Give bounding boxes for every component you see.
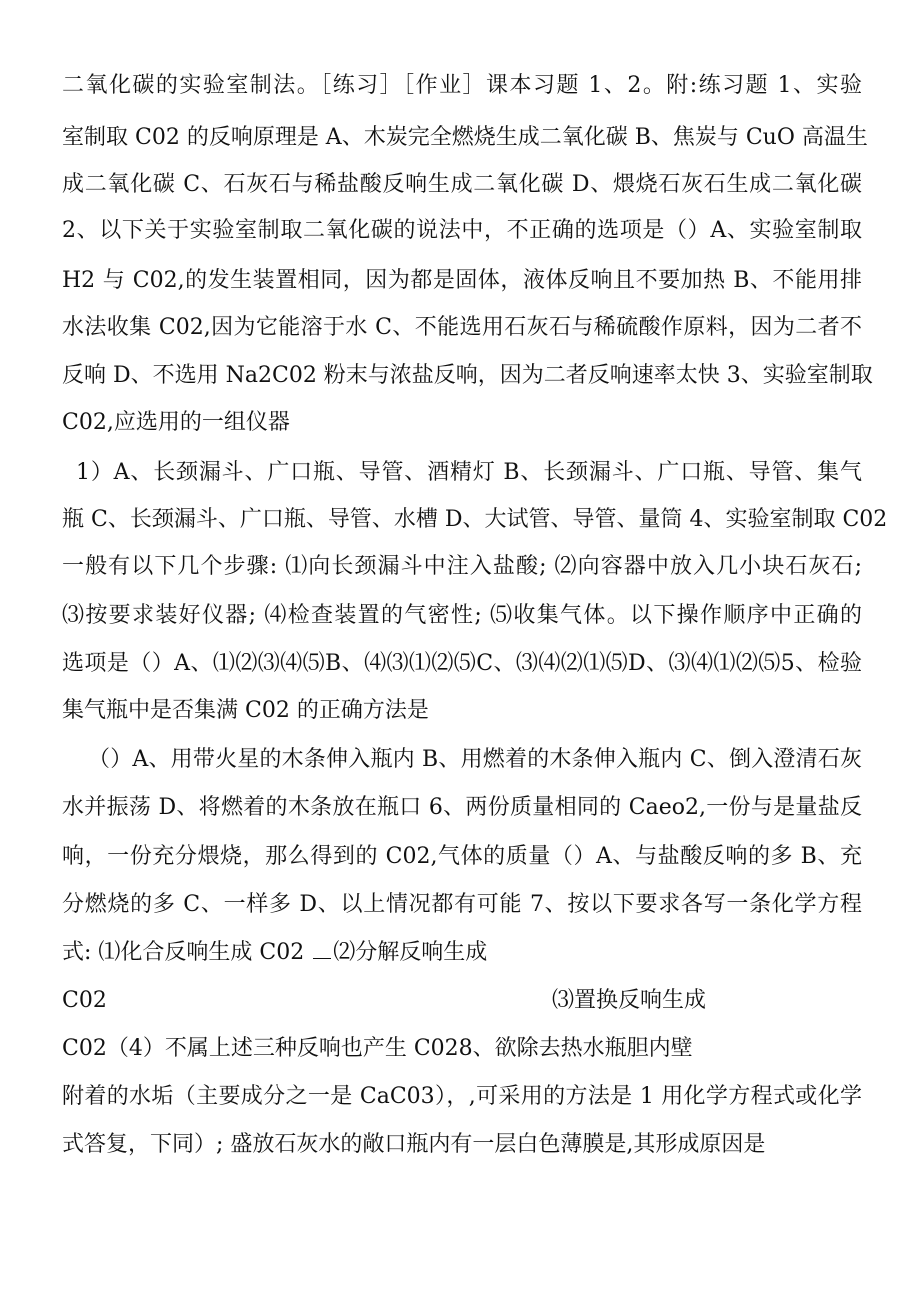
text-line-20-left: C02 xyxy=(62,988,107,1013)
text-line-22: 附着的水垢（主要成分之一是 CaC03），,可采用的方法是 1 用化学方程式或化学 xyxy=(62,1084,862,1109)
text-line-8: C02,应选用的一组仪器 xyxy=(62,410,290,435)
text-line-23: 式答复，下同）; 盛放石灰水的敞口瓶内有一层白色薄膜是,其形成原因是 xyxy=(62,1132,766,1157)
text-line-1: 二氧化碳的实验室制法。［练习］［作业］课本习题 1、2。附:练习题 1、实验 xyxy=(62,73,862,98)
text-line-15: （）A、用带火星的木条伸入瓶内 B、用燃着的木条伸入瓶内 C、倒入澄清石灰 xyxy=(88,747,862,772)
text-line-6: 水法收集 C02,因为它能溶于水 C、不能选用石灰石与稀硫酸作原料，因为二者不 xyxy=(62,315,862,340)
text-line-4: 2、以下关于实验室制取二氧化碳的说法中，不正确的选项是（）A、实验室制取 xyxy=(62,218,862,243)
line-19-suffix: ⑵分解反响生成 xyxy=(333,940,488,965)
text-line-18: 分燃烧的多 C、一样多 D、以上情况都有可能 7、按以下要求各写一条化学方程 xyxy=(62,892,862,917)
text-line-21: C02（4）不属上述三种反响也产生 C028、欲除去热水瓶胆内壁 xyxy=(62,1036,693,1061)
text-line-17: 响，一份充分煨烧，那么得到的 C02,气体的质量（）A、与盐酸反响的多 B、充 xyxy=(62,844,862,869)
text-line-9: 1）A、长颈漏斗、广口瓶、导管、酒精灯 B、长颈漏斗、广口瓶、导管、集气 xyxy=(76,460,862,485)
text-line-20-right: ⑶置换反响生成 xyxy=(552,988,707,1013)
text-line-5: H2 与 C02,的发生装置相同，因为都是固体，液体反响且不要加热 B、不能用排 xyxy=(62,268,862,293)
text-line-7: 反响 D、不选用 Na2C02 粉末与浓盐反响，因为二者反响速率太快 3、实验室制取 xyxy=(62,363,873,388)
text-line-2: 室制取 C02 的反响原理是 A、木炭完全燃烧生成二氧化碳 B、焦炭与 CuO 高温生 xyxy=(62,125,868,150)
text-line-14: 集气瓶中是否集满 C02 的正确方法是 xyxy=(62,698,429,723)
text-line-3: 成二氧化碳 C、石灰石与稀盐酸反响生成二氧化碳 D、煨烧石灰石生成二氧化碳 xyxy=(62,172,862,197)
text-line-10: 瓶 C、长颈漏斗、广口瓶、导管、水槽 D、大试管、导管、量筒 4、实验室制取 C02 xyxy=(62,507,888,532)
answer-blank xyxy=(313,940,331,959)
text-line-11: 一般有以下几个步骤: ⑴向长颈漏斗中注入盐酸; ⑵向容器中放入几小块石灰石; xyxy=(62,554,862,579)
line-19-prefix: 式: ⑴化合反响生成 C02 xyxy=(62,940,312,965)
text-line-16: 水并振荡 D、将燃着的木条放在瓶口 6、两份质量相同的 Caeo2,一份与是量盐反 xyxy=(62,795,862,820)
text-line-19 xyxy=(62,938,862,968)
text-line-12: ⑶按要求装好仪器; ⑷检查装置的气密性; ⑸收集气体。以下操作顺序中正确的 xyxy=(62,603,862,628)
text-line-13: 选项是（）A、⑴⑵⑶⑷⑸B、⑷⑶⑴⑵⑸C、⑶⑷⑵⑴⑸D、⑶⑷⑴⑵⑸5、检验 xyxy=(62,651,862,676)
